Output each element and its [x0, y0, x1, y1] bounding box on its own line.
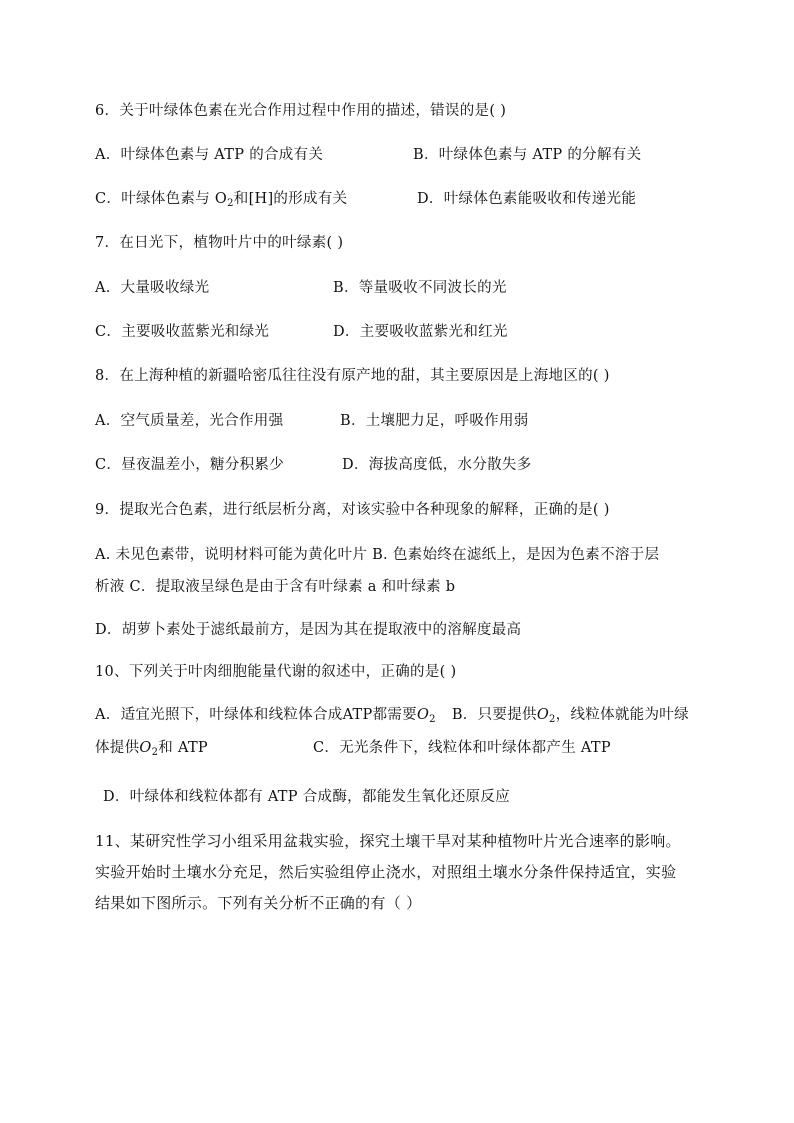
q11-line-2: 实验开始时土壤水分充足，然后实验组停止浇水，对照组土壤水分条件保持适宜，实验: [95, 863, 677, 881]
q8-stem: 8．在上海种植的新疆哈密瓜往往没有原产地的甜，其主要原因是上海地区的( ): [95, 368, 610, 384]
q10-o2-sub: 2: [429, 714, 436, 725]
q9-line-2: 析液 C．提取液呈绿色是由于含有叶绿素 a 和叶绿素 b: [95, 579, 456, 595]
q10-option-b-pre: B．只要提供: [451, 707, 537, 723]
q10-o2-sub-b: 2: [549, 714, 556, 725]
q6-option-d: D．叶绿体色素能吸收和传递光能: [417, 191, 637, 207]
q10-o2-symbol: O: [416, 707, 430, 723]
q10-o2-sub-c: 2: [151, 747, 159, 758]
q10-stem: 10、下列关于叶肉细胞能量代谢的叙述中，正确的是( ): [95, 664, 457, 680]
q8-option-d: D．海拔高度低，水分散失多: [342, 457, 532, 473]
q7-option-c: C．主要吸收蓝紫光和绿光: [95, 324, 270, 340]
q10-option-b-cont: 体提供: [95, 740, 140, 756]
q6-stem: 6．关于叶绿体色素在光合作用过程中作用的描述，错误的是( ): [95, 103, 507, 119]
q8-option-b: B．土壤肥力足，呼吸作用弱: [340, 413, 529, 429]
q7-option-d: D．主要吸收蓝紫光和红光: [333, 324, 508, 340]
q6-option-c-post: 和[H]的形成有关: [233, 191, 348, 207]
q6-option-a: A．叶绿体色素与 ATP 的合成有关: [95, 147, 324, 163]
q7-stem: 7．在日光下，植物叶片中的叶绿素( ): [95, 235, 344, 251]
q10-option-a: A．适宜光照下，叶绿体和线粒体合成ATP都需要: [95, 707, 417, 723]
q9-stem: 9．提取光合色素，进行纸层析分离，对该实验中各种现象的解释，正确的是( ): [95, 502, 610, 518]
q6-option-b: B．叶绿体色素与 ATP 的分解有关: [413, 147, 642, 163]
q10-option-b-post: ，线粒体就能为叶绿: [555, 707, 689, 723]
q11-line-1: 11、某研究性学习小组采用盆栽实验，探究土壤干旱对某种植物叶片光合速率的影响。: [95, 832, 681, 850]
q10-line-1: [95, 705, 689, 725]
q7-option-b: B．等量吸收不同波长的光: [333, 280, 507, 296]
q6-option-c-pre: C．叶绿体色素与 O: [95, 191, 228, 207]
q10-option-d: D．叶绿体和线粒体都有 ATP 合成酶，都能发生氧化还原反应: [103, 789, 510, 805]
q9-line-1: A. 未见色素带，说明材料可能为黄化叶片 B. 色素始终在滤纸上，是因为色素不溶于层: [95, 547, 660, 563]
q9-line-3: D．胡萝卜素处于滤纸最前方，是因为其在提取液中的溶解度最高: [95, 622, 522, 638]
q6-option-c-sub: 2: [227, 198, 234, 209]
q11-line-3: 结果如下图所示。下列有关分析不正确的有（ ）: [95, 894, 422, 912]
q7-option-a: A．大量吸收绿光: [95, 280, 210, 296]
q10-option-c: C．无光条件下，线粒体和叶绿体都产生 ATP: [313, 740, 611, 756]
q10-option-b-end: 和 ATP: [158, 740, 208, 756]
q10-o2-symbol-c: O: [139, 740, 152, 756]
q6-option-c: [95, 189, 347, 209]
q8-option-a: A．空气质量差，光合作用强: [95, 413, 284, 429]
q8-option-c: C．昼夜温差小，糖分积累少: [95, 457, 284, 473]
q10-line-2: [95, 738, 208, 758]
q10-o2-symbol-b: O: [536, 707, 549, 723]
